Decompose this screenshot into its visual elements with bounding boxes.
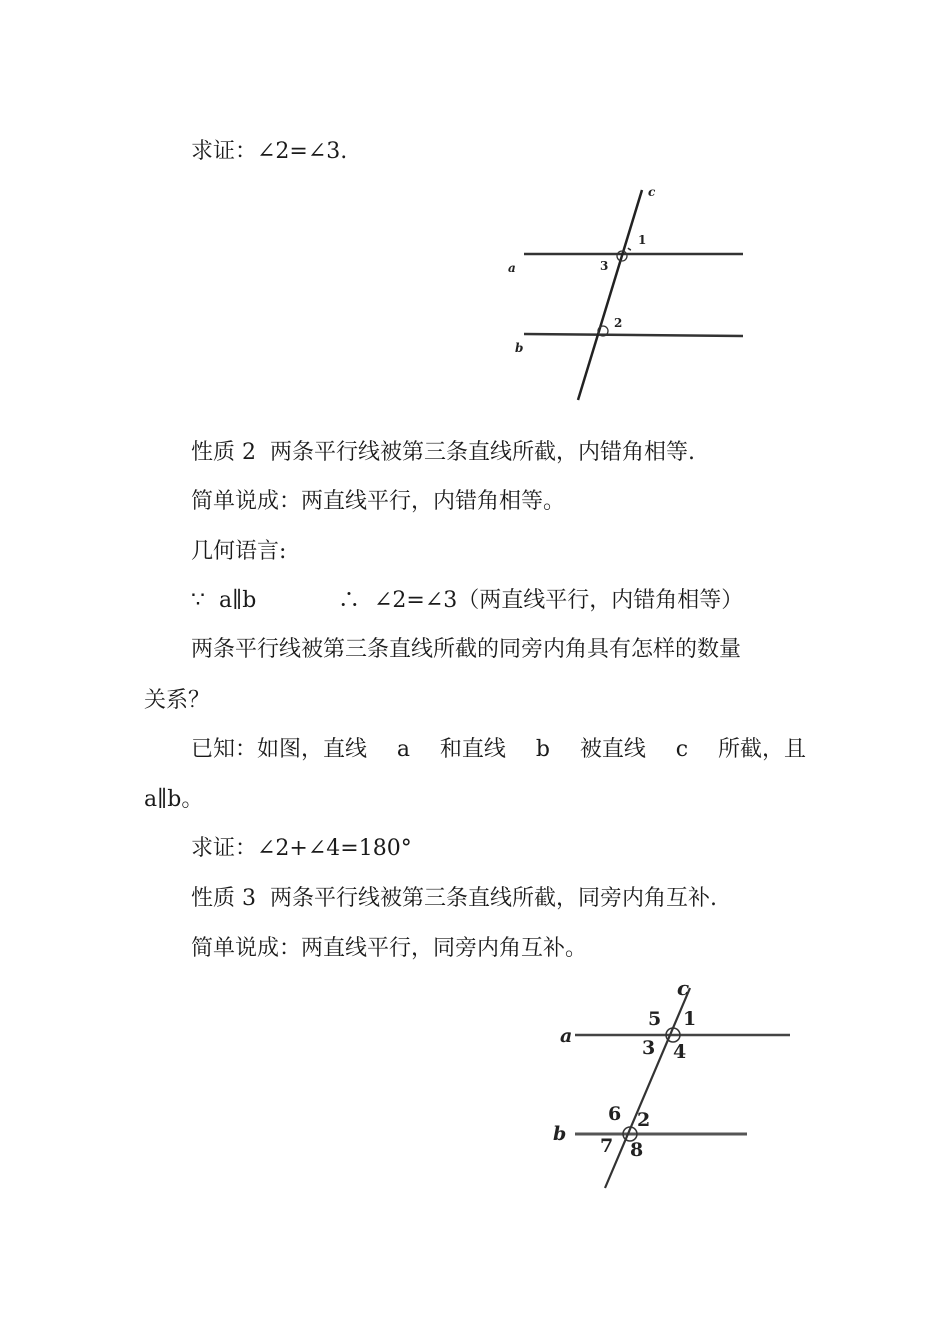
figure-parallel-lines-1 xyxy=(500,182,760,412)
geometry-language-heading: 几何语言: xyxy=(191,539,287,564)
label-8: 8 xyxy=(630,1139,644,1161)
question-line-1: 两条平行线被第三条直线所截的同旁内角具有怎样的数量 xyxy=(191,637,742,662)
label-6: 6 xyxy=(608,1103,622,1125)
label-angle-2: 2 xyxy=(614,316,623,330)
property-3-line: 性质 3 两条平行线被第三条直线所截，同旁内角互补. xyxy=(191,886,717,911)
therefore-statement: ∴ ∠2=∠3（两直线平行，内错角相等） xyxy=(338,588,744,613)
figure-parallel-lines-2 xyxy=(545,980,805,1200)
label-1: 1 xyxy=(683,1008,697,1030)
simple-statement-3: 简单说成：两直线平行，同旁内角互补。 xyxy=(191,936,588,961)
label-b: b xyxy=(553,1123,567,1145)
label-angle-1: 1 xyxy=(638,233,647,247)
label-7: 7 xyxy=(600,1135,614,1157)
given-word-6: c xyxy=(675,737,689,762)
property-2-line: 性质 2 两条平行线被第三条直线所截，内错角相等. xyxy=(191,440,695,465)
given-line-1 xyxy=(191,735,806,765)
label-b: b xyxy=(515,341,524,355)
given-word-5: 被直线 xyxy=(579,737,646,762)
label-4: 4 xyxy=(673,1041,687,1063)
label-2: 2 xyxy=(637,1109,651,1131)
given-word-4: b xyxy=(535,737,550,762)
label-3: 3 xyxy=(642,1037,656,1059)
given-word-1: 已知：如图，直线 xyxy=(191,737,368,762)
label-5: 5 xyxy=(648,1008,662,1030)
given-word-2: a xyxy=(396,737,411,762)
because-statement: ∵ a∥b xyxy=(191,588,257,613)
label-c: c xyxy=(677,980,690,1000)
label-a: a xyxy=(560,1025,573,1047)
question-line-2: 关系？ xyxy=(144,688,211,713)
label-c: c xyxy=(648,185,656,199)
given-word-7: 所截，且 xyxy=(717,737,806,762)
given-word-3: 和直线 xyxy=(439,737,506,762)
simple-statement-2: 简单说成：两直线平行，内错角相等。 xyxy=(191,489,566,514)
prove-line-2: 求证：∠2+∠4=180° xyxy=(191,836,412,861)
label-a: a xyxy=(508,261,516,275)
given-line-2: a∥b。 xyxy=(144,787,204,812)
label-angle-3: 3 xyxy=(600,259,609,273)
prove-line-1: 求证：∠2=∠3. xyxy=(191,139,348,164)
